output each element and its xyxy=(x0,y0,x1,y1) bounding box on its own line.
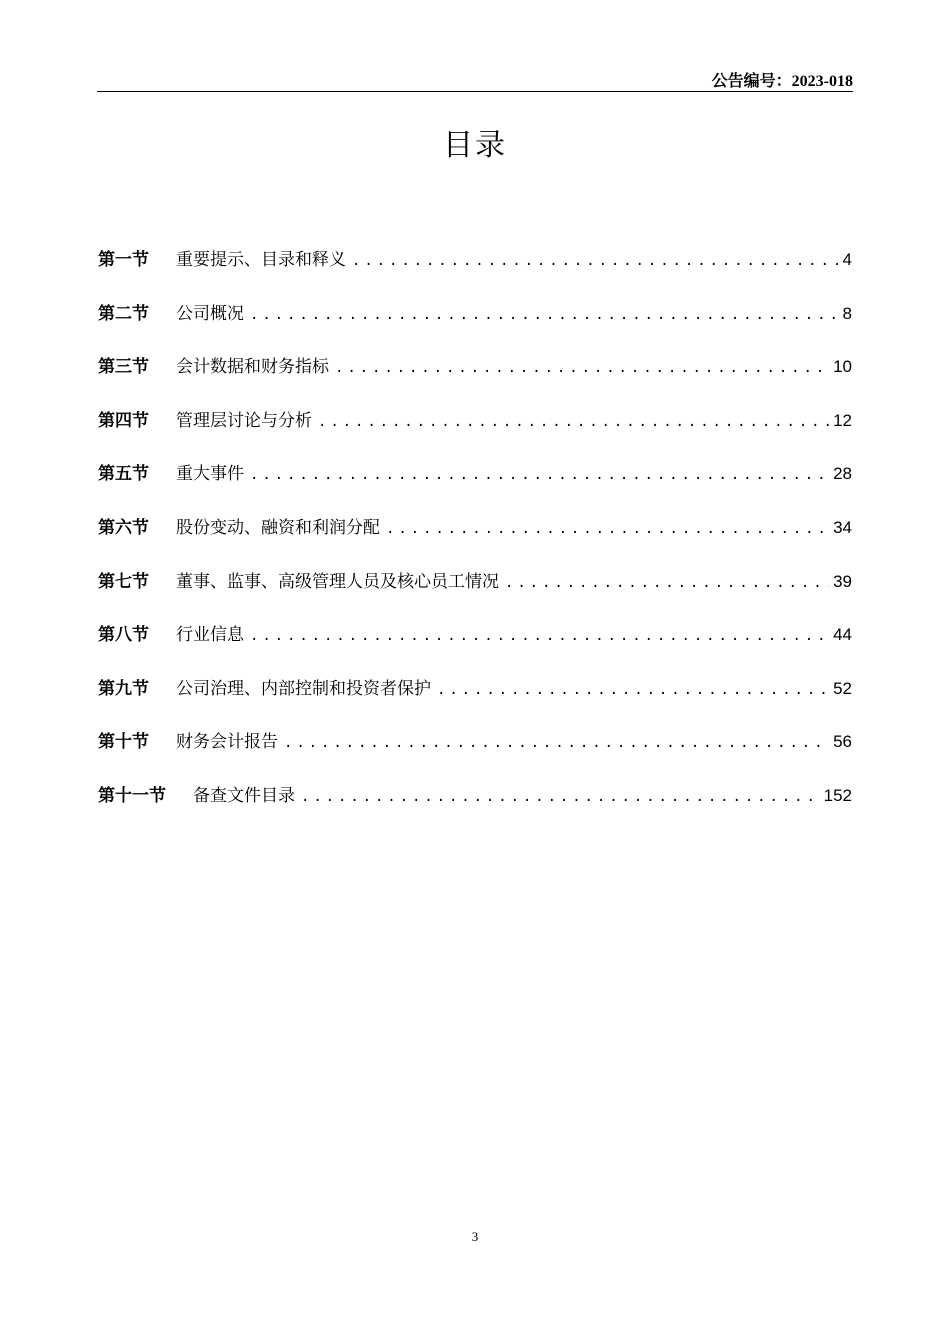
toc-dot-leader xyxy=(250,622,829,650)
toc-entry[interactable] xyxy=(98,300,852,354)
toc-dot-leader xyxy=(505,569,829,597)
toc-section-number: 第五节 xyxy=(98,464,149,485)
toc-entry[interactable] xyxy=(98,568,852,622)
announcement-number xyxy=(712,68,853,91)
toc-section-title: 公司治理、内部控制和投资者保护 xyxy=(176,678,431,699)
toc-entry[interactable] xyxy=(98,782,852,836)
toc-entry[interactable] xyxy=(98,514,852,568)
toc-section-number: 第三节 xyxy=(98,357,149,378)
toc-dot-leader xyxy=(318,408,829,436)
toc-section-title: 财务会计报告 xyxy=(176,732,278,753)
toc-dot-leader xyxy=(335,354,829,382)
toc-page-number: 39 xyxy=(833,571,852,591)
announcement-number-value: 2023-018 xyxy=(791,73,853,90)
toc-dot-leader xyxy=(386,515,829,543)
announcement-number-label: 公告编号： xyxy=(711,71,792,90)
toc-section-title: 董事、监事、高级管理人员及核心员工情况 xyxy=(176,571,499,592)
toc-page-number: 28 xyxy=(833,464,852,484)
toc-entry[interactable] xyxy=(98,407,852,461)
toc-section-number: 第十节 xyxy=(98,732,149,753)
toc-section-title: 重大事件 xyxy=(176,464,244,485)
toc-page-number: 56 xyxy=(833,732,852,752)
toc-section-number: 第一节 xyxy=(98,250,149,270)
toc-page-number: 8 xyxy=(842,303,852,323)
toc-section-title: 会计数据和财务指标 xyxy=(176,357,329,378)
toc-dot-leader xyxy=(352,247,839,275)
toc-section-number: 第二节 xyxy=(98,303,149,324)
page-title: 目录 xyxy=(443,128,507,163)
toc-page-number: 52 xyxy=(833,678,852,698)
toc-dot-leader xyxy=(284,729,829,757)
footer-page-number: 3 xyxy=(471,1229,479,1244)
header-divider xyxy=(97,91,853,92)
toc-section-number: 第六节 xyxy=(98,517,149,538)
toc-section-title: 公司概况 xyxy=(176,303,244,324)
toc-page-number: 4 xyxy=(842,250,852,269)
toc-section-title: 重要提示、目录和释义 xyxy=(176,250,346,270)
toc-entry[interactable] xyxy=(98,621,852,675)
toc-section-title: 备查文件目录 xyxy=(193,785,295,806)
toc-section-number: 第八节 xyxy=(98,625,149,646)
toc-page-number: 12 xyxy=(833,410,852,430)
toc-page-number: 34 xyxy=(833,517,852,537)
toc-section-title: 管理层讨论与分析 xyxy=(176,410,312,431)
toc-dot-leader xyxy=(250,301,839,329)
table-of-contents xyxy=(98,246,852,836)
toc-section-title: 行业信息 xyxy=(176,625,244,646)
toc-entry[interactable] xyxy=(98,460,852,514)
toc-page-number: 10 xyxy=(833,357,852,377)
toc-entry[interactable] xyxy=(98,728,852,782)
toc-dot-leader xyxy=(301,783,820,811)
toc-section-number: 第七节 xyxy=(98,571,149,592)
toc-section-number: 第四节 xyxy=(98,410,149,431)
toc-dot-leader xyxy=(250,461,829,489)
toc-page-number: 44 xyxy=(833,625,852,645)
toc-entry[interactable] xyxy=(98,246,852,300)
toc-section-number: 第十一节 xyxy=(98,785,166,806)
toc-section-title: 股份变动、融资和利润分配 xyxy=(176,517,380,538)
toc-page-number: 152 xyxy=(823,785,852,805)
toc-entry[interactable] xyxy=(98,675,852,729)
toc-entry[interactable] xyxy=(98,353,852,407)
toc-dot-leader xyxy=(437,676,829,704)
toc-section-number: 第九节 xyxy=(98,678,149,699)
